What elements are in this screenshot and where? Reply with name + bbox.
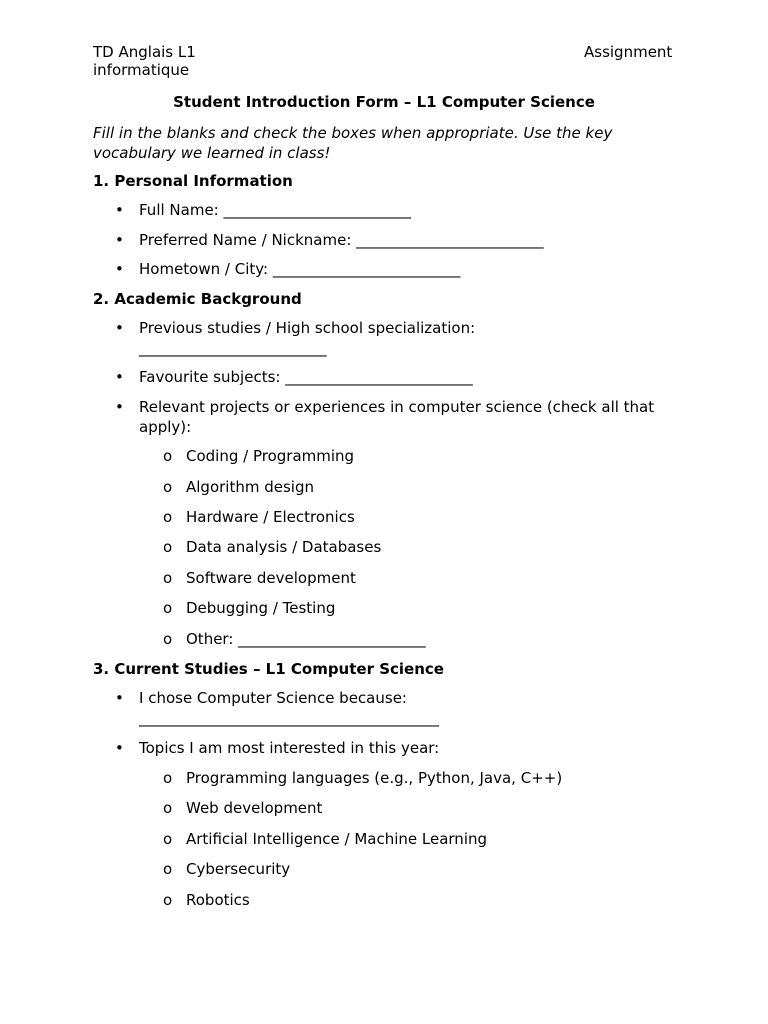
bullet-icon: • xyxy=(115,689,124,707)
projects-question-line2: apply): xyxy=(139,418,192,436)
topic-cybersecurity: Cybersecurity xyxy=(186,860,291,878)
header-course-line1: TD Anglais L1 xyxy=(93,43,196,61)
checkbox-icon[interactable]: o xyxy=(163,538,173,556)
bullet-icon: • xyxy=(115,368,124,386)
bullet-icon: • xyxy=(115,260,124,278)
instructions xyxy=(93,123,653,163)
projects-question-line1: Relevant projects or experiences in computer science (check all that xyxy=(139,398,655,416)
bullet-icon: • xyxy=(115,739,124,757)
field-previous-studies[interactable] xyxy=(139,318,679,358)
section-heading-personal: 1. Personal Information xyxy=(93,172,293,190)
checkbox-icon[interactable]: o xyxy=(163,799,173,817)
field-previous-studies-blank[interactable]: _________________________ xyxy=(139,339,327,357)
bullet-icon: • xyxy=(115,201,124,219)
field-chose-cs[interactable] xyxy=(139,688,679,728)
section-heading-current-studies: 3. Current Studies – L1 Computer Science xyxy=(93,660,444,678)
instructions-line1: Fill in the blanks and check the boxes when appropriate. Use the key xyxy=(93,124,613,142)
header-assignment-label: Assignment xyxy=(584,43,673,61)
header-course-line2: informatique xyxy=(93,61,190,79)
field-favourite-subjects[interactable]: Favourite subjects: _________________________ xyxy=(139,368,473,386)
option-algorithm: Algorithm design xyxy=(186,478,314,496)
bullet-icon: • xyxy=(115,231,124,249)
header-course xyxy=(93,43,196,79)
checkbox-icon[interactable]: o xyxy=(163,569,173,587)
option-hardware: Hardware / Electronics xyxy=(186,508,355,526)
field-nickname[interactable]: Preferred Name / Nickname: _________________________ xyxy=(139,231,544,249)
option-data-analysis: Data analysis / Databases xyxy=(186,538,382,556)
instructions-line2: vocabulary we learned in class! xyxy=(93,144,331,162)
checkbox-icon[interactable]: o xyxy=(163,860,173,878)
option-other[interactable]: Other: _________________________ xyxy=(186,630,426,648)
topic-web-development: Web development xyxy=(186,799,323,817)
field-hometown[interactable]: Hometown / City: _________________________ xyxy=(139,260,461,278)
checkbox-icon[interactable]: o xyxy=(163,478,173,496)
page-title: Student Introduction Form – L1 Computer Science xyxy=(173,93,595,111)
topic-robotics: Robotics xyxy=(186,891,250,909)
checkbox-icon[interactable]: o xyxy=(163,599,173,617)
topic-ai-ml: Artificial Intelligence / Machine Learning xyxy=(186,830,488,848)
topics-question: Topics I am most interested in this year: xyxy=(139,739,440,757)
bullet-icon: • xyxy=(115,319,124,337)
checkbox-icon[interactable]: o xyxy=(163,891,173,909)
checkbox-icon[interactable]: o xyxy=(163,769,173,787)
section-heading-academic: 2. Academic Background xyxy=(93,290,302,308)
checkbox-icon[interactable]: o xyxy=(163,447,173,465)
option-debugging: Debugging / Testing xyxy=(186,599,336,617)
option-software-dev: Software development xyxy=(186,569,356,587)
field-full-name[interactable]: Full Name: _________________________ xyxy=(139,201,411,219)
checkbox-icon[interactable]: o xyxy=(163,830,173,848)
field-previous-studies-label: Previous studies / High school specialization: xyxy=(139,319,476,337)
projects-question xyxy=(139,397,679,437)
checkbox-icon[interactable]: o xyxy=(163,508,173,526)
bullet-icon: • xyxy=(115,398,124,416)
topic-programming-languages: Programming languages (e.g., Python, Java, C++) xyxy=(186,769,563,787)
field-chose-cs-blank[interactable]: ________________________________________ xyxy=(139,709,439,727)
option-coding: Coding / Programming xyxy=(186,447,355,465)
checkbox-icon[interactable]: o xyxy=(163,630,173,648)
field-chose-cs-label: I chose Computer Science because: xyxy=(139,689,407,707)
